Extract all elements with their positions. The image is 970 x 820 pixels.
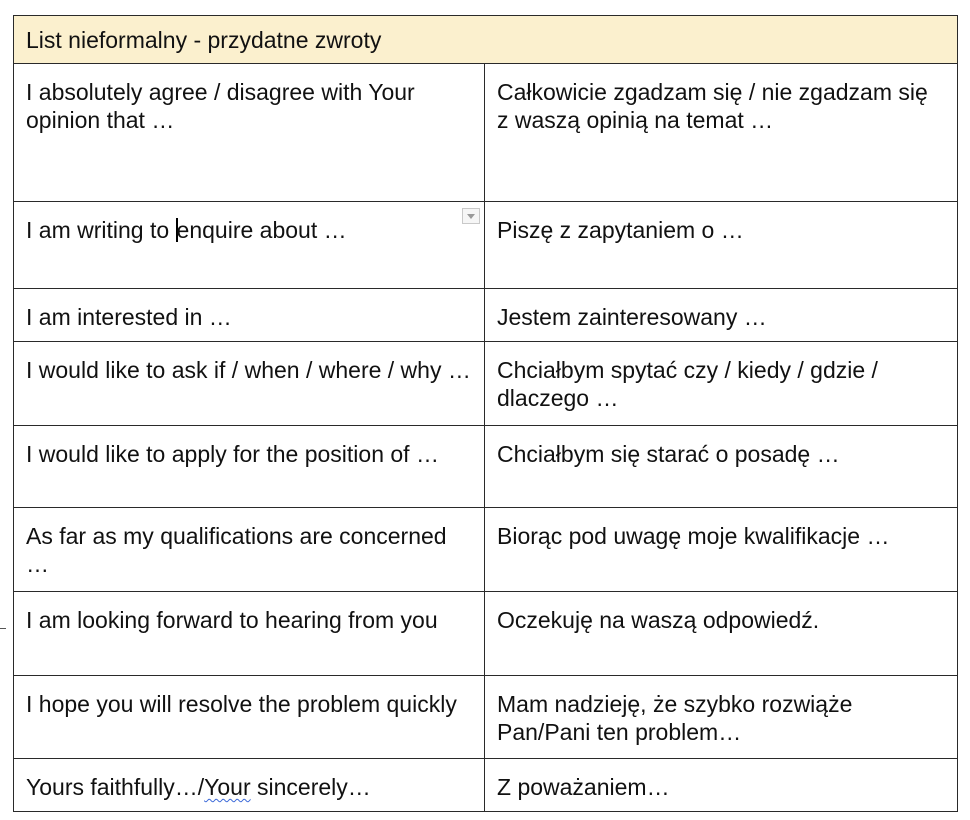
table-row: [14, 289, 958, 342]
phrase-pl-cell[interactable]: Biorąc pod uwagę moje kwalifikacje …: [485, 508, 958, 592]
cell-text: enquire about …: [176, 217, 347, 243]
chevron-down-icon[interactable]: [462, 208, 480, 224]
phrase-en-cell[interactable]: As far as my qualifications are concerned …: [14, 508, 485, 592]
phrase-en-cell[interactable]: I am interested in …: [14, 289, 485, 342]
misspelled-word[interactable]: Your: [204, 774, 251, 800]
phrase-en-cell[interactable]: I am looking forward to hearing from you: [14, 592, 485, 676]
cell-text: Yours faithfully…/: [26, 774, 205, 800]
table-row: [14, 759, 958, 812]
phrase-en-cell[interactable]: I hope you will resolve the problem quickly: [14, 676, 485, 759]
table-row: [14, 676, 958, 759]
phrase-en-cell[interactable]: I would like to apply for the position of …: [14, 426, 485, 508]
table-row: [14, 426, 958, 508]
phrase-pl-cell[interactable]: Chciałbym spytać czy / kiedy / gdzie / dlaczego …: [485, 342, 958, 426]
table-row: [14, 202, 958, 289]
phrase-pl-cell[interactable]: Mam nadzieję, że szybko rozwiąże Pan/Pani ten problem…: [485, 676, 958, 759]
phrase-en-cell[interactable]: [14, 202, 485, 289]
phrase-pl-cell[interactable]: Całkowicie zgadzam się / nie zgadzam się z waszą opinią na temat …: [485, 64, 958, 202]
table-title[interactable]: List nieformalny - przydatne zwroty: [14, 16, 958, 64]
phrase-pl-cell[interactable]: Z poważaniem…: [485, 759, 958, 812]
phrases-table: [13, 15, 958, 812]
table-row: [14, 342, 958, 426]
cell-text: sincerely…: [250, 774, 371, 800]
phrase-en-cell[interactable]: I would like to ask if / when / where / why …: [14, 342, 485, 426]
table-row: [14, 592, 958, 676]
table-row: [14, 508, 958, 592]
phrase-en-cell[interactable]: I absolutely agree / disagree with Your opinion that …: [14, 64, 485, 202]
phrase-en-cell[interactable]: [14, 759, 485, 812]
cell-text: I am writing to: [26, 217, 176, 243]
table-row: [14, 64, 958, 202]
phrase-pl-cell[interactable]: Oczekuję na waszą odpowiedź.: [485, 592, 958, 676]
phrase-pl-cell[interactable]: Jestem zainteresowany …: [485, 289, 958, 342]
phrase-pl-cell[interactable]: Piszę z zapytaniem o …: [485, 202, 958, 289]
phrase-pl-cell[interactable]: Chciałbym się starać o posadę …: [485, 426, 958, 508]
table-header-row: [14, 16, 958, 64]
margin-marker: [0, 628, 6, 629]
